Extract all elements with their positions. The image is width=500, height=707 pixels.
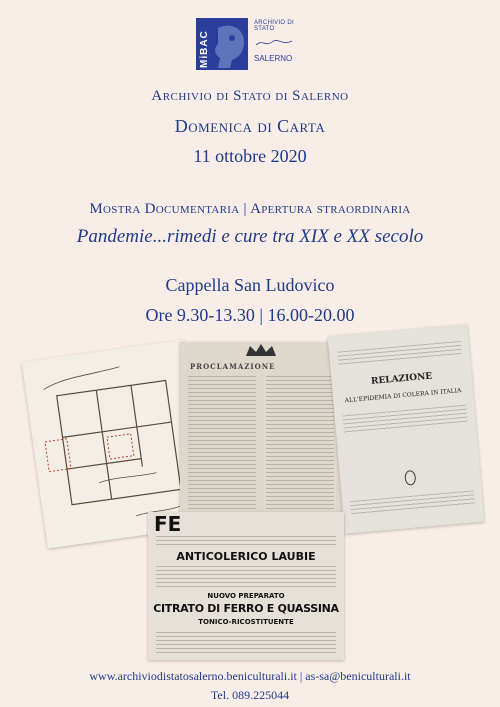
- cholera-report-document: [328, 324, 485, 533]
- contact-links: www.archiviodistatosalerno.beniculturali.it | as-sa@beniculturali.it: [89, 669, 411, 683]
- phone-number: Tel. 089.225044: [210, 688, 290, 702]
- report-title: RELAZIONE: [370, 371, 433, 387]
- venue: Cappella San Ludovico: [165, 275, 335, 295]
- report-seal-icon: [339, 460, 481, 496]
- event-date: 11 ottobre 2020: [193, 146, 307, 166]
- ad-top-text: FE: [154, 512, 182, 536]
- event-name: Domenica di Carta: [174, 116, 326, 136]
- logo-signature: [254, 38, 314, 50]
- opening-hours: Ore 9.30-13.30 | 16.00-20.00: [145, 305, 355, 325]
- logo-small-text: ARCHIVIO DI STATO: [254, 20, 294, 32]
- ad-headline-3: CITRATO DI FERRO E QUASSINA: [153, 602, 339, 615]
- report-subtitle: ALL'EPIDEMIA DI COLERA IN ITALIA: [344, 387, 462, 405]
- ad-headline-1: ANTICOLERICO LAUBIE: [176, 550, 316, 563]
- logo-emblem: [196, 18, 248, 70]
- head-emblem-icon: [196, 18, 248, 70]
- crest-icon: [180, 342, 342, 360]
- logo-vertical-text: MiBAC: [199, 30, 210, 68]
- exhibition-subtitle: Pandemie...rimedi e cure tra XIX e XX secolo: [76, 226, 424, 247]
- archive-name: Archivio di Stato di Salerno: [151, 88, 349, 104]
- exhibition-line: Mostra Documentaria | Apertura straordinaria: [89, 201, 411, 217]
- advertisement-clipping: [148, 512, 344, 660]
- ad-headline-4: TONICO-RICOSTITUENTE: [198, 618, 294, 626]
- logo-city: SALERNO: [254, 54, 293, 63]
- ad-headline-2: NUOVO PREPARATO: [207, 592, 285, 600]
- mibac-logo: [196, 18, 316, 76]
- proclamation-header: PROCLAMAZIONE: [190, 362, 276, 371]
- proclamation-document: [180, 342, 342, 528]
